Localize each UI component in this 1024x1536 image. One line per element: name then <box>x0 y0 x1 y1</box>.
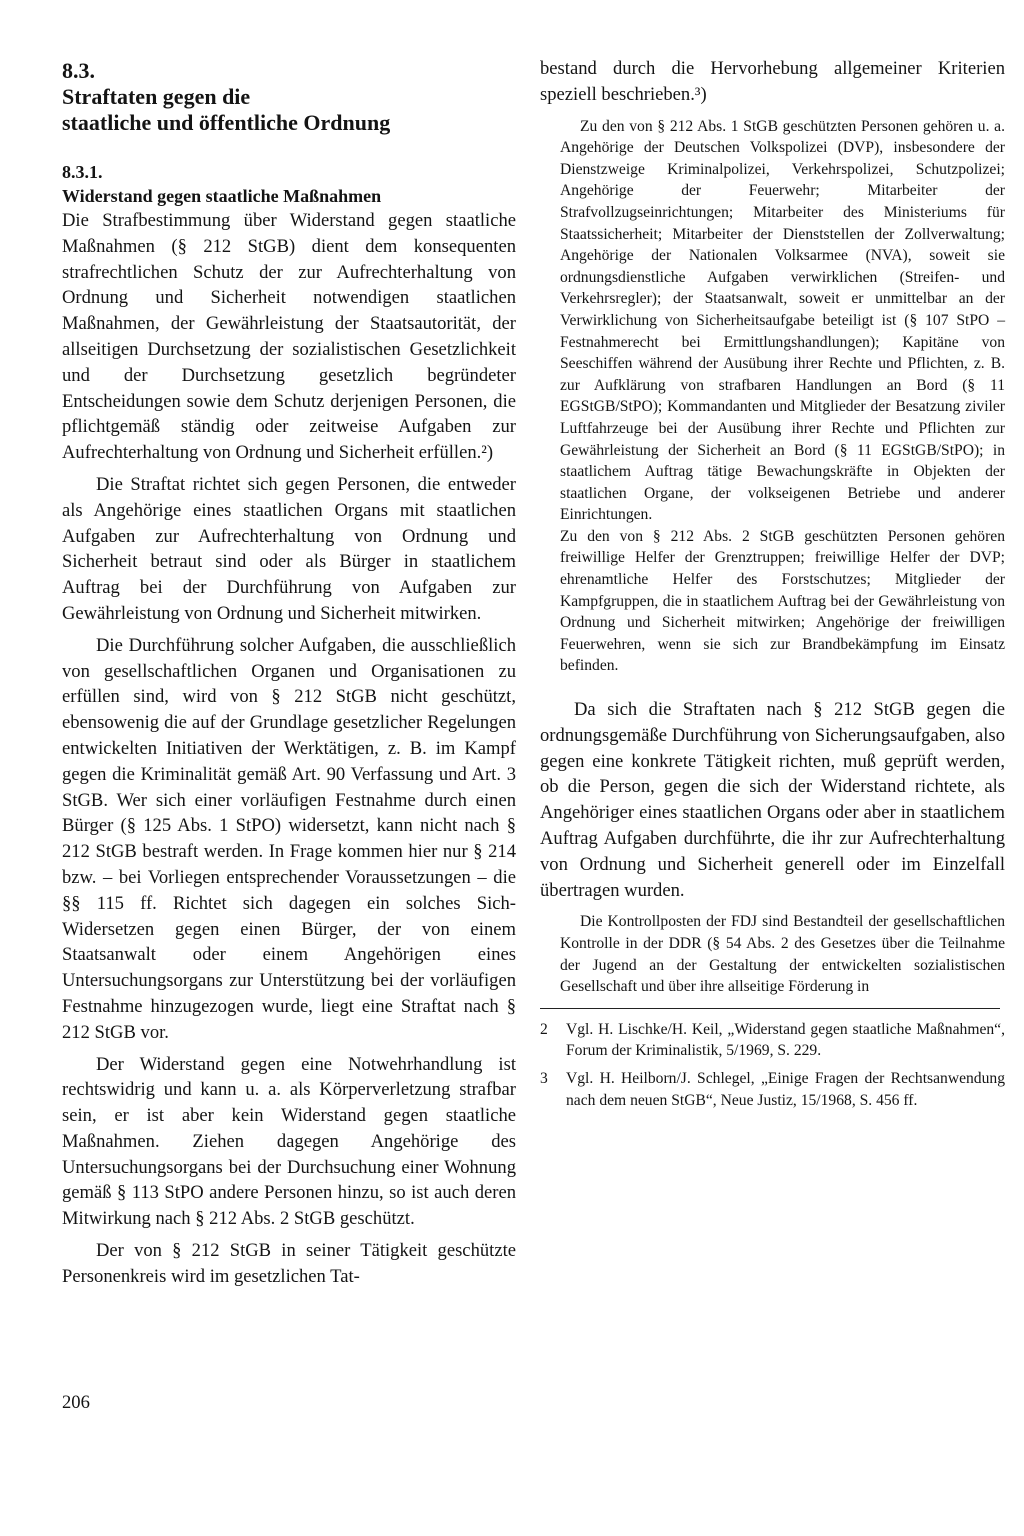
section-number: 8.3. <box>62 58 95 83</box>
section-title-line-1: Straftaten gegen die <box>62 84 251 109</box>
left-column <box>62 58 516 1290</box>
fdj-paragraph: Die Kontrollposten der FDJ sind Bestandteil der gesellschaftlichen Kontrolle in der DDR (§ 54 Abs. 2 des Gesetzes über die Teilnahme der Jugend an der Gestaltung der entwickelten sozialistischen Gesellschaft und über ihre allseitige Förderung in <box>560 913 1005 996</box>
subsection-title: Widerstand gegen staatliche Maßnahmen <box>62 186 382 206</box>
footnote-3-number: 3 <box>540 1069 548 1087</box>
right-continuation-text: bestand durch die Hervorhebung allgemeiner Kriterien speziell beschrieben.³) <box>540 58 1005 105</box>
left-paragraph-3: Die Durchführung solcher Aufgaben, die ausschließlich von gesellschaftlichen Organen und Organisationen zu erfüllen sind, wird von § 212 StGB nicht geschützt, ebensowenig die auf der Grundlage gesetzlicher Regelungen entwickelten Initiativen der Werktätigen, z. B. im Kampf gegen die Kriminalität gemäß Art. 90 Verfassung und Art. 3 StGB. Wer sich einer vorläufigen Festnahme durch einen Bürger (§ 125 Abs. 1 StPO) widersetzt, kann nicht nach § 212 StGB bestraft werden. In Frage kommen hier nur § 214 bzw. – bei Vorliegen entsprechender Voraussetzungen – die §§ 115 ff. Richtet sich dagegen ein solches Sich-Widersetzen gegen einen Bürger, der von einem Staatsanwalt oder einem Angehörigen eines Untersuchungsorgans zur Unterstützung bei der vorläufigen Festnahme hinzugezogen wurde, liegt eine Straftat nach § 212 StGB vor. <box>62 634 516 1043</box>
left-paragraph-4: Der Widerstand gegen eine Notwehrhandlung ist rechtswidrig und kann u. a. als Körperverletzung strafbar sein, er ist aber kein Widerstand gegen staatliche Maßnahmen. Ziehen dagegen Angehörige des Untersuchungsorgans bei der Durchsuchung einer Wohnung gemäß § 113 StPO andere Personen hinzu, so ist auch deren Mitwirkung nach § 212 Abs. 2 StGB geschützt. <box>62 1053 516 1230</box>
page-number: 206 <box>62 1392 90 1413</box>
footnote-divider <box>540 1008 1000 1009</box>
section-title-line-2: staatliche und öffentliche Ordnung <box>62 110 391 135</box>
left-paragraph-2: Die Straftat richtet sich gegen Personen, die entweder als Angehörige eines staatlichen Organs mit staatlichen Aufgaben zur Aufrechterhaltung von Ordnung und Sicherheit betraut sind oder als Bürger in staatlichem Auftrag bei der Durchführung von Aufgaben zur Gewährleistung von Ordnung und Sicherheit mitwirken. <box>62 473 516 624</box>
protected-persons-paragraph-1: Zu den von § 212 Abs. 1 StGB geschützten Personen gehören u. a. Angehörige der Deutschen Volkspolizei (DVP), insbesondere der Dienstzweige Kriminalpolizei, Verkehrspolizei, Schutzpolizei; Angehörige der Feuerwehr; Mitarbeiter der Strafvollzugseinrichtungen; Mitarbeiter des Ministeriums für Staatssicherheit; Mitarbeiter der Dienststellen der Zollverwaltung; Angehörige der Nationalen Volksarmee (NVA), soweit sie ordnungsdienstliche Aufgaben verwirklichen (Streifen- und Verkehrsregler); der Staatsanwalt, soweit er unmittelbar an der Verwirklichung von Sicherheitsaufgabe beteiligt ist (§ 107 StPO – Festnahmerecht bei Ermittlungshandlungen); Kapitäne von Seeschiffen während der Ausübung ihrer Rechte und Pflichten, z. B. zur Aufklärung von strafbaren Handlungen an Bord (§ 11 EGStGB/StPO); Kommandanten und Mitglieder der Besatzung ziviler Luftfahrzeuge bei der Ausübung ihrer Rechte und Pflichten zur Gewährleistung der Sicherheit an Bord (§ 11 EGStGB/StPO); in staatlichem Auftrag tätige Bewachungskräfte in Objekten der staatlichen Organe, der volkseigenen Betriebe und anderer Einrichtungen. <box>560 117 1005 524</box>
right-column <box>540 56 1005 1117</box>
footnote-2 <box>540 1019 1005 1062</box>
left-paragraph-5: Der von § 212 StGB in seiner Tätigkeit geschützte Personenkreis wird im gesetzlichen Tat- <box>62 1240 516 1287</box>
footnote-2-text: Vgl. H. Lischke/H. Keil, „Widerstand gegen staatliche Maßnahmen“, Forum der Kriminalistik, 5/1969, S. 229. <box>566 1020 1005 1060</box>
footnote-2-number: 2 <box>540 1020 548 1038</box>
protected-persons-paragraph-2: Zu den von § 212 Abs. 2 StGB geschützten Personen gehören freiwillige Helfer der Grenztruppen; freiwillige Helfer der DVP; ehrenamtliche Helfer des Forstschutzes; Mitglieder der Kampfgruppen, die in staatlichem Auftrag bei der Gewährleistung von Ordnung und Sicherheit mitwirken; Angehörige der freiwilligen Feuerwehren, wenn sie sich zur Brandbekämpfung im Einsatz befinden. <box>560 527 1005 675</box>
subsection-number: 8.3.1. <box>62 162 103 182</box>
left-paragraph-1: Die Strafbestimmung über Widerstand gegen staatliche Maßnahmen (§ 212 StGB) dient dem konsequenten strafrechtlichen Schutz der zur Aufrechterhaltung von Ordnung und Sicherheit notwendigen staatlichen Maßnahmen, der Gewährleistung der Staatsautorität, der allseitigen Durchsetzung der sozialistischen Gesetzlichkeit und der Durchsetzung gesetzlich begründeter Entscheidungen sowie dem Schutz derjenigen Personen, die pflichtgemäß ständig oder zeitweise Aufgaben zur Aufrechterhaltung von Ordnung und Sicherheit erfüllen.²) <box>62 210 516 464</box>
footnote-3-text: Vgl. H. Heilborn/J. Schlegel, „Einige Fragen der Rechtsanwendung nach dem neuen StGB“, Neue Justiz, 15/1968, S. 456 ff. <box>566 1069 1005 1109</box>
right-paragraph: Da sich die Straftaten nach § 212 StGB gegen die ordnungsgemäße Durchführung von Sicherungsaufgaben, also gegen eine konkrete Tätigkeit richten, muß geprüft werden, ob die Person, gegen die sich der Widerstand richtete, als Angehöriger eines staatlichen Organs oder aber in staatlichem Auftrag Aufgaben durchführte, die ihr zur Aufrechterhaltung von Ordnung und Sicherheit generell oder im Einzelfall übertragen wurden. <box>540 699 1005 901</box>
footnote-3 <box>540 1068 1005 1111</box>
